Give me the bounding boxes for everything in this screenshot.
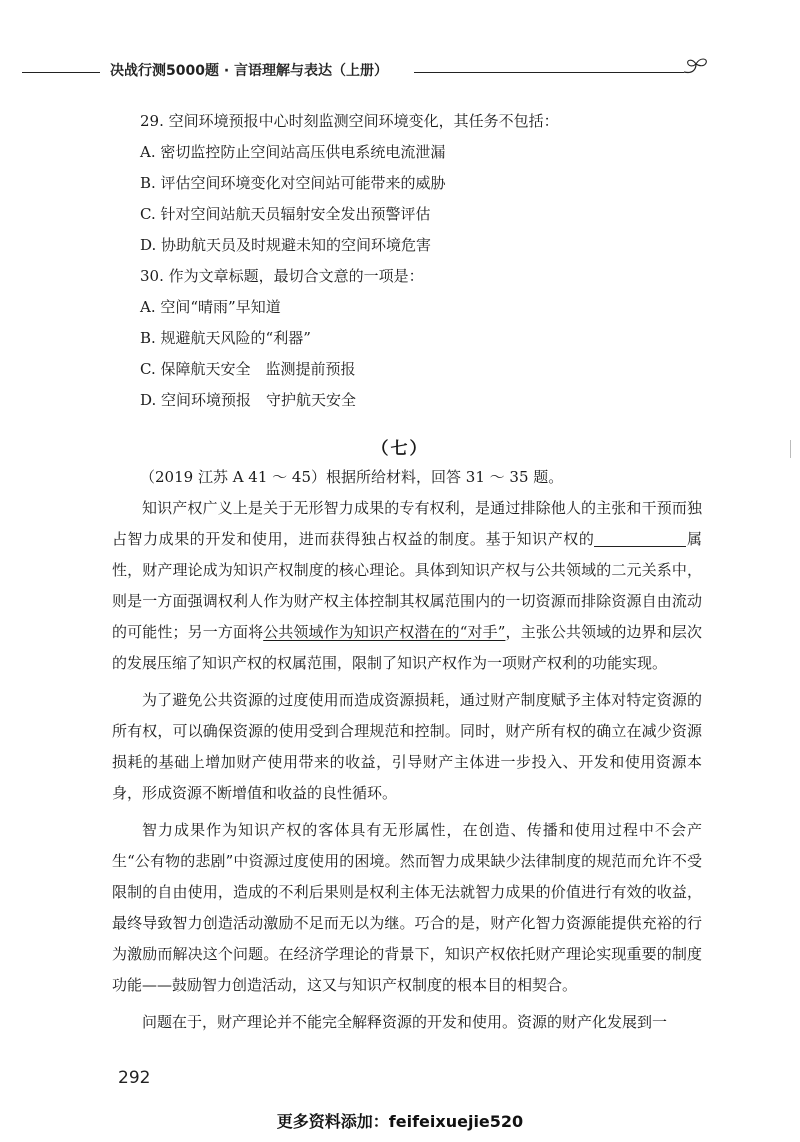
- footer-watermark: 更多资料添加：feifeixuejie520: [276, 1112, 524, 1131]
- question-30-stem: 30. 作为文章标题，最切合文意的一项是：: [140, 267, 424, 285]
- question-30-option-b: B. 规避航天风险的“利器”: [140, 329, 311, 347]
- question-29-option-c: C. 针对空间站航天员辐射安全发出预警评估: [140, 205, 431, 223]
- book-title: 决战行测5000题 · 言语理解与表达（上册）: [110, 63, 389, 79]
- reading-passage: [112, 493, 702, 1044]
- question-30-option-c: C. 保障航天安全 监测提前预报: [140, 360, 356, 378]
- sprout-icon: [682, 56, 712, 80]
- p1-end: ，主张公共领域的边界和层次的发展压缩了知识产权的权属范围，限制了知识产权作为一项财产权利的功能实现。: [112, 623, 702, 672]
- question-29-option-d: D. 协助航天员及时规避未知的空间环境危害: [140, 236, 432, 254]
- passage-paragraph-1: [112, 493, 702, 679]
- page-number: 292: [118, 1068, 151, 1088]
- header-rule-right: [414, 72, 684, 73]
- question-30-option-d: D. 空间环境预报 守护航天安全: [140, 391, 357, 409]
- question-30-option-a: A. 空间“晴雨”早知道: [140, 298, 281, 316]
- p1-underlined-phrase: 公共领域作为知识产权潜在的“对手”: [263, 623, 506, 641]
- question-29-option-a: A. 密切监控防止空间站高压供电系统电流泄漏: [140, 143, 446, 161]
- question-29-option-b: B. 评估空间环境变化对空间站可能带来的威胁: [140, 174, 446, 192]
- running-header: [22, 56, 702, 86]
- p1-before-blank: 知识产权广义上是关于无形智力成果的专有权利，是通过排除他人的主张和干预而独占智力成果的开发和使用，进而获得独占权益的制度。基于知识产权的: [112, 499, 702, 548]
- header-rule-left: [22, 72, 100, 73]
- scan-edge-mark: [790, 440, 791, 458]
- section-title: （七）: [371, 439, 429, 459]
- p1-after-blank: 属性，财产理论成为知识产权制度的核心理论。具体到知识产权与公共领域的二元关系中，则是一方面强调权利人作为财产权主体控制其权属范围内的一切资源而排除资源自由流动的可能性；另一方面将: [112, 530, 702, 641]
- section-source: （2019 江苏 A 41 ～ 45）根据所给材料，回答 31 ～ 35 题。: [140, 468, 564, 486]
- question-block: [140, 106, 702, 416]
- question-29-stem: 29. 空间环境预报中心时刻监测空间环境变化，其任务不包括：: [140, 112, 559, 130]
- fill-in-blank: [594, 530, 686, 547]
- passage-paragraph-4: 问题在于，财产理论并不能完全解释资源的开发和使用。资源的财产化发展到一: [142, 1013, 668, 1031]
- passage-paragraph-2: 为了避免公共资源的过度使用而造成资源损耗，通过财产制度赋予主体对特定资源的所有权，可以确保资源的使用受到合理规范和控制。同时，财产所有权的确立在减少资源损耗的基础上增加财产使用带来的收益，引导财产主体进一步投入、开发和使用资源本身，形成资源不断增值和收益的良性循环。: [112, 691, 702, 802]
- passage-paragraph-3: 智力成果作为知识产权的客体具有无形属性，在创造、传播和使用过程中不会产生“公有物的悲剧”中资源过度使用的困境。然而智力成果缺少法律制度的规范而允许不受限制的自由使用，造成的不利后果则是权利主体无法就智力成果的价值进行有效的收益，最终导致智力创造活动激励不足而无以为继。巧合的是，财产化智力资源能提供充裕的行为激励而解决这个问题。在经济学理论的背景下，知识产权依托财产理论实现重要的制度功能——鼓励智力创造活动，这又与知识产权制度的根本目的相契合。: [112, 821, 702, 994]
